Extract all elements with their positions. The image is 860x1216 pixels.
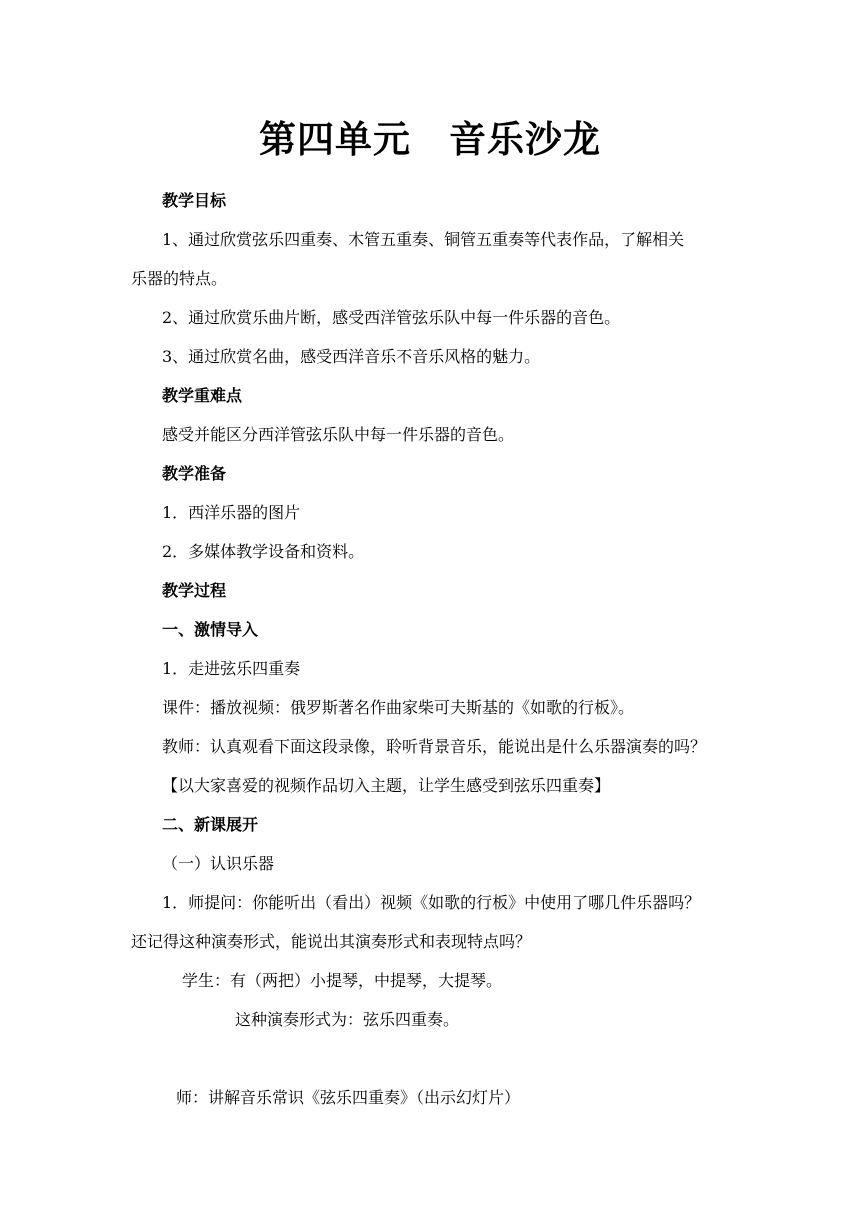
key-points-text: 感受并能区分西洋管弦乐队中每一件乐器的音色。	[162, 425, 515, 444]
preparation-item-1: 1．西洋乐器的图片	[162, 503, 301, 522]
page-title: 第四单元 音乐沙龙	[259, 118, 601, 161]
section-2-student-answer: 学生：有（两把）小提琴，中提琴，大提琴。	[182, 971, 503, 990]
heading-section-1: 一、激情导入	[162, 620, 259, 639]
heading-section-2: 二、新课展开	[162, 815, 259, 834]
section-2-form: 这种演奏形式为：弦乐四重奏。	[235, 1010, 460, 1029]
section-1-courseware: 课件：播放视频：俄罗斯著名作曲家柴可夫斯基的《如歌的行板》。	[162, 698, 635, 717]
section-1-note: 【以大家喜爱的视频作品切入主题，让学生感受到弦乐四重奏】	[162, 776, 611, 795]
heading-preparation: 教学准备	[162, 464, 227, 483]
section-2-question-line-2: 还记得这种演奏形式，能说出其演奏形式和表现特点吗？	[131, 932, 532, 951]
section-2-question-line-1: 1．师提问：你能听出（看出）视频《如歌的行板》中使用了哪几件乐器吗？	[162, 893, 701, 912]
preparation-item-2: 2．多媒体教学设备和资料。	[162, 542, 365, 561]
objective-1-line-2: 乐器的特点。	[131, 269, 228, 288]
section-1-item-1: 1．走进弦乐四重奏	[162, 659, 301, 678]
heading-process: 教学过程	[162, 581, 227, 600]
objective-3: 3、通过欣赏名曲，感受西洋音乐不音乐风格的魅力。	[162, 347, 541, 366]
section-2-teacher: 师：讲解音乐常识《弦乐四重奏》（出示幻灯片）	[176, 1088, 521, 1107]
section-2-subheading-1: （一）认识乐器	[162, 854, 275, 873]
heading-key-points: 教学重难点	[162, 386, 243, 405]
objective-2: 2、通过欣赏乐曲片断，感受西洋管弦乐队中每一件乐器的音色。	[162, 308, 621, 327]
heading-objectives: 教学目标	[162, 191, 227, 210]
section-1-teacher: 教师：认真观看下面这段录像，聆听背景音乐，能说出是什么乐器演奏的吗？	[162, 737, 707, 756]
objective-1-line-1: 1、通过欣赏弦乐四重奏、木管五重奏、铜管五重奏等代表作品，了解相关	[162, 230, 685, 249]
